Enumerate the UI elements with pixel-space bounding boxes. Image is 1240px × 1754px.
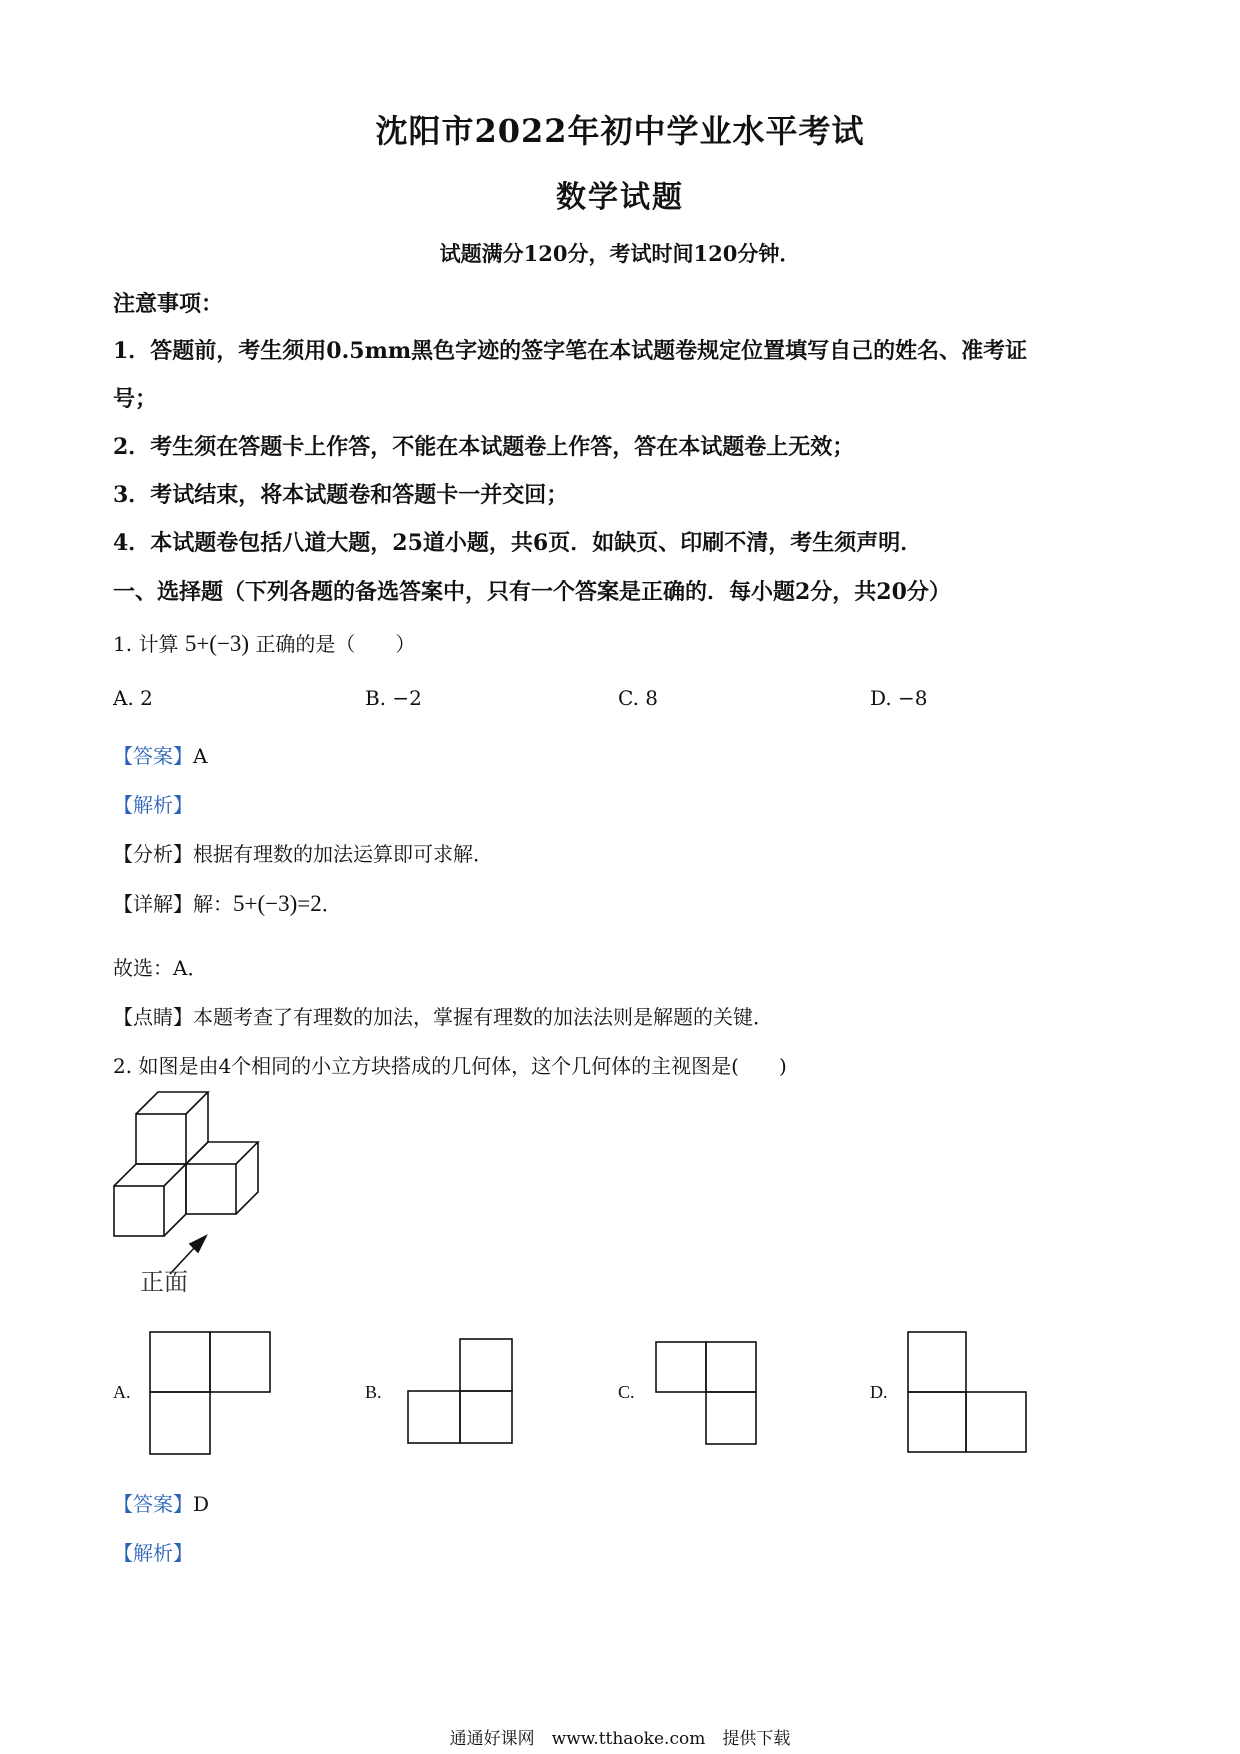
page-subtitle: 数学试题 xyxy=(556,180,684,215)
q2-analysis-label: 【解析】 xyxy=(113,1541,193,1565)
q2-option-b-figure xyxy=(406,1337,516,1449)
cube-figure xyxy=(100,1078,270,1288)
question-1-expression: 5+(−3) xyxy=(184,631,250,656)
q1-option-b: B. −2 xyxy=(365,686,422,710)
note-item-2: 2．考生须在答题卡上作答，不能在本试题卷上作答，答在本试题卷上无效； xyxy=(113,434,855,460)
q2-option-a-figure xyxy=(148,1330,273,1460)
q1-option-c: C. 8 xyxy=(618,686,659,710)
cube-top-top xyxy=(136,1092,208,1114)
q1-option-a: A. 2 xyxy=(113,686,153,710)
q1-detail-suffix: ． xyxy=(321,892,342,916)
q2-option-c-figure xyxy=(654,1340,764,1450)
q2-option-a-label: A. xyxy=(113,1382,131,1402)
q2-option-b-label: B. xyxy=(365,1382,382,1402)
note-item-3: 3．考试结束，将本试题卷和答题卡一并交回； xyxy=(113,482,569,508)
note-item-1-cont: 号； xyxy=(113,386,158,412)
q2-answer-value: D xyxy=(193,1492,210,1516)
page-title: 沈阳市2022年初中学业水平考试 xyxy=(375,112,865,150)
q1-answer xyxy=(113,740,207,769)
q1-analysis-label: 【解析】 xyxy=(113,793,193,817)
q1-detail xyxy=(113,888,342,917)
notes-heading: 注意事项： xyxy=(113,291,224,317)
cube-right-front xyxy=(186,1164,236,1214)
note-item-1: 1．答题前，考生须用0.5mm黑色字迹的签字笔在本试题卷规定位置填写自己的姓名、准考证 xyxy=(113,338,1028,364)
q1-answer-label: 【答案】 xyxy=(113,744,193,768)
q1-comment: 【点睛】本题考查了有理数的加法，掌握有理数的加法法则是解题的关键． xyxy=(113,1005,773,1029)
q1-answer-value: A xyxy=(193,744,208,768)
front-label: 正面 xyxy=(140,1268,188,1296)
section-heading: 一、选择题（下列各题的备选答案中，只有一个答案是正确的．每小题2分，共20分） xyxy=(113,579,951,605)
cube-front xyxy=(114,1186,164,1236)
q2-option-c-label: C. xyxy=(618,1382,635,1402)
q2-answer-label: 【答案】 xyxy=(113,1492,193,1516)
q1-choice: 故选：A． xyxy=(113,956,208,980)
q1-analysis: 【分析】根据有理数的加法运算即可求解． xyxy=(113,842,493,866)
q2-option-d-figure xyxy=(906,1330,1031,1460)
q1-option-d: D. −8 xyxy=(870,686,928,710)
exam-meta: 试题满分120分，考试时间120分钟． xyxy=(439,241,801,266)
cube-right-top xyxy=(186,1142,258,1164)
cube-front-top xyxy=(114,1164,186,1186)
q1-detail-prefix: 【详解】解： xyxy=(113,892,233,916)
question-1-prefix: 1. 计算 xyxy=(113,632,179,656)
question-1-stem xyxy=(113,628,415,657)
q1-detail-expression: 5+(−3)=2 xyxy=(233,891,322,916)
q2-answer xyxy=(113,1488,209,1517)
question-1-suffix: 正确的是（ ） xyxy=(255,632,416,656)
note-item-4: 4．本试题卷包括八道大题，25道小题，共6页．如缺页、印刷不清，考生须声明． xyxy=(113,530,923,556)
q2-option-d-label: D. xyxy=(870,1382,888,1402)
footer-text: 通通好课网 www.tthaoke.com 提供下载 xyxy=(449,1729,791,1749)
cube-top-front xyxy=(136,1114,186,1164)
question-2-stem: 2. 如图是由4个相同的小立方块搭成的几何体，这个几何体的主视图是( ) xyxy=(113,1054,787,1078)
